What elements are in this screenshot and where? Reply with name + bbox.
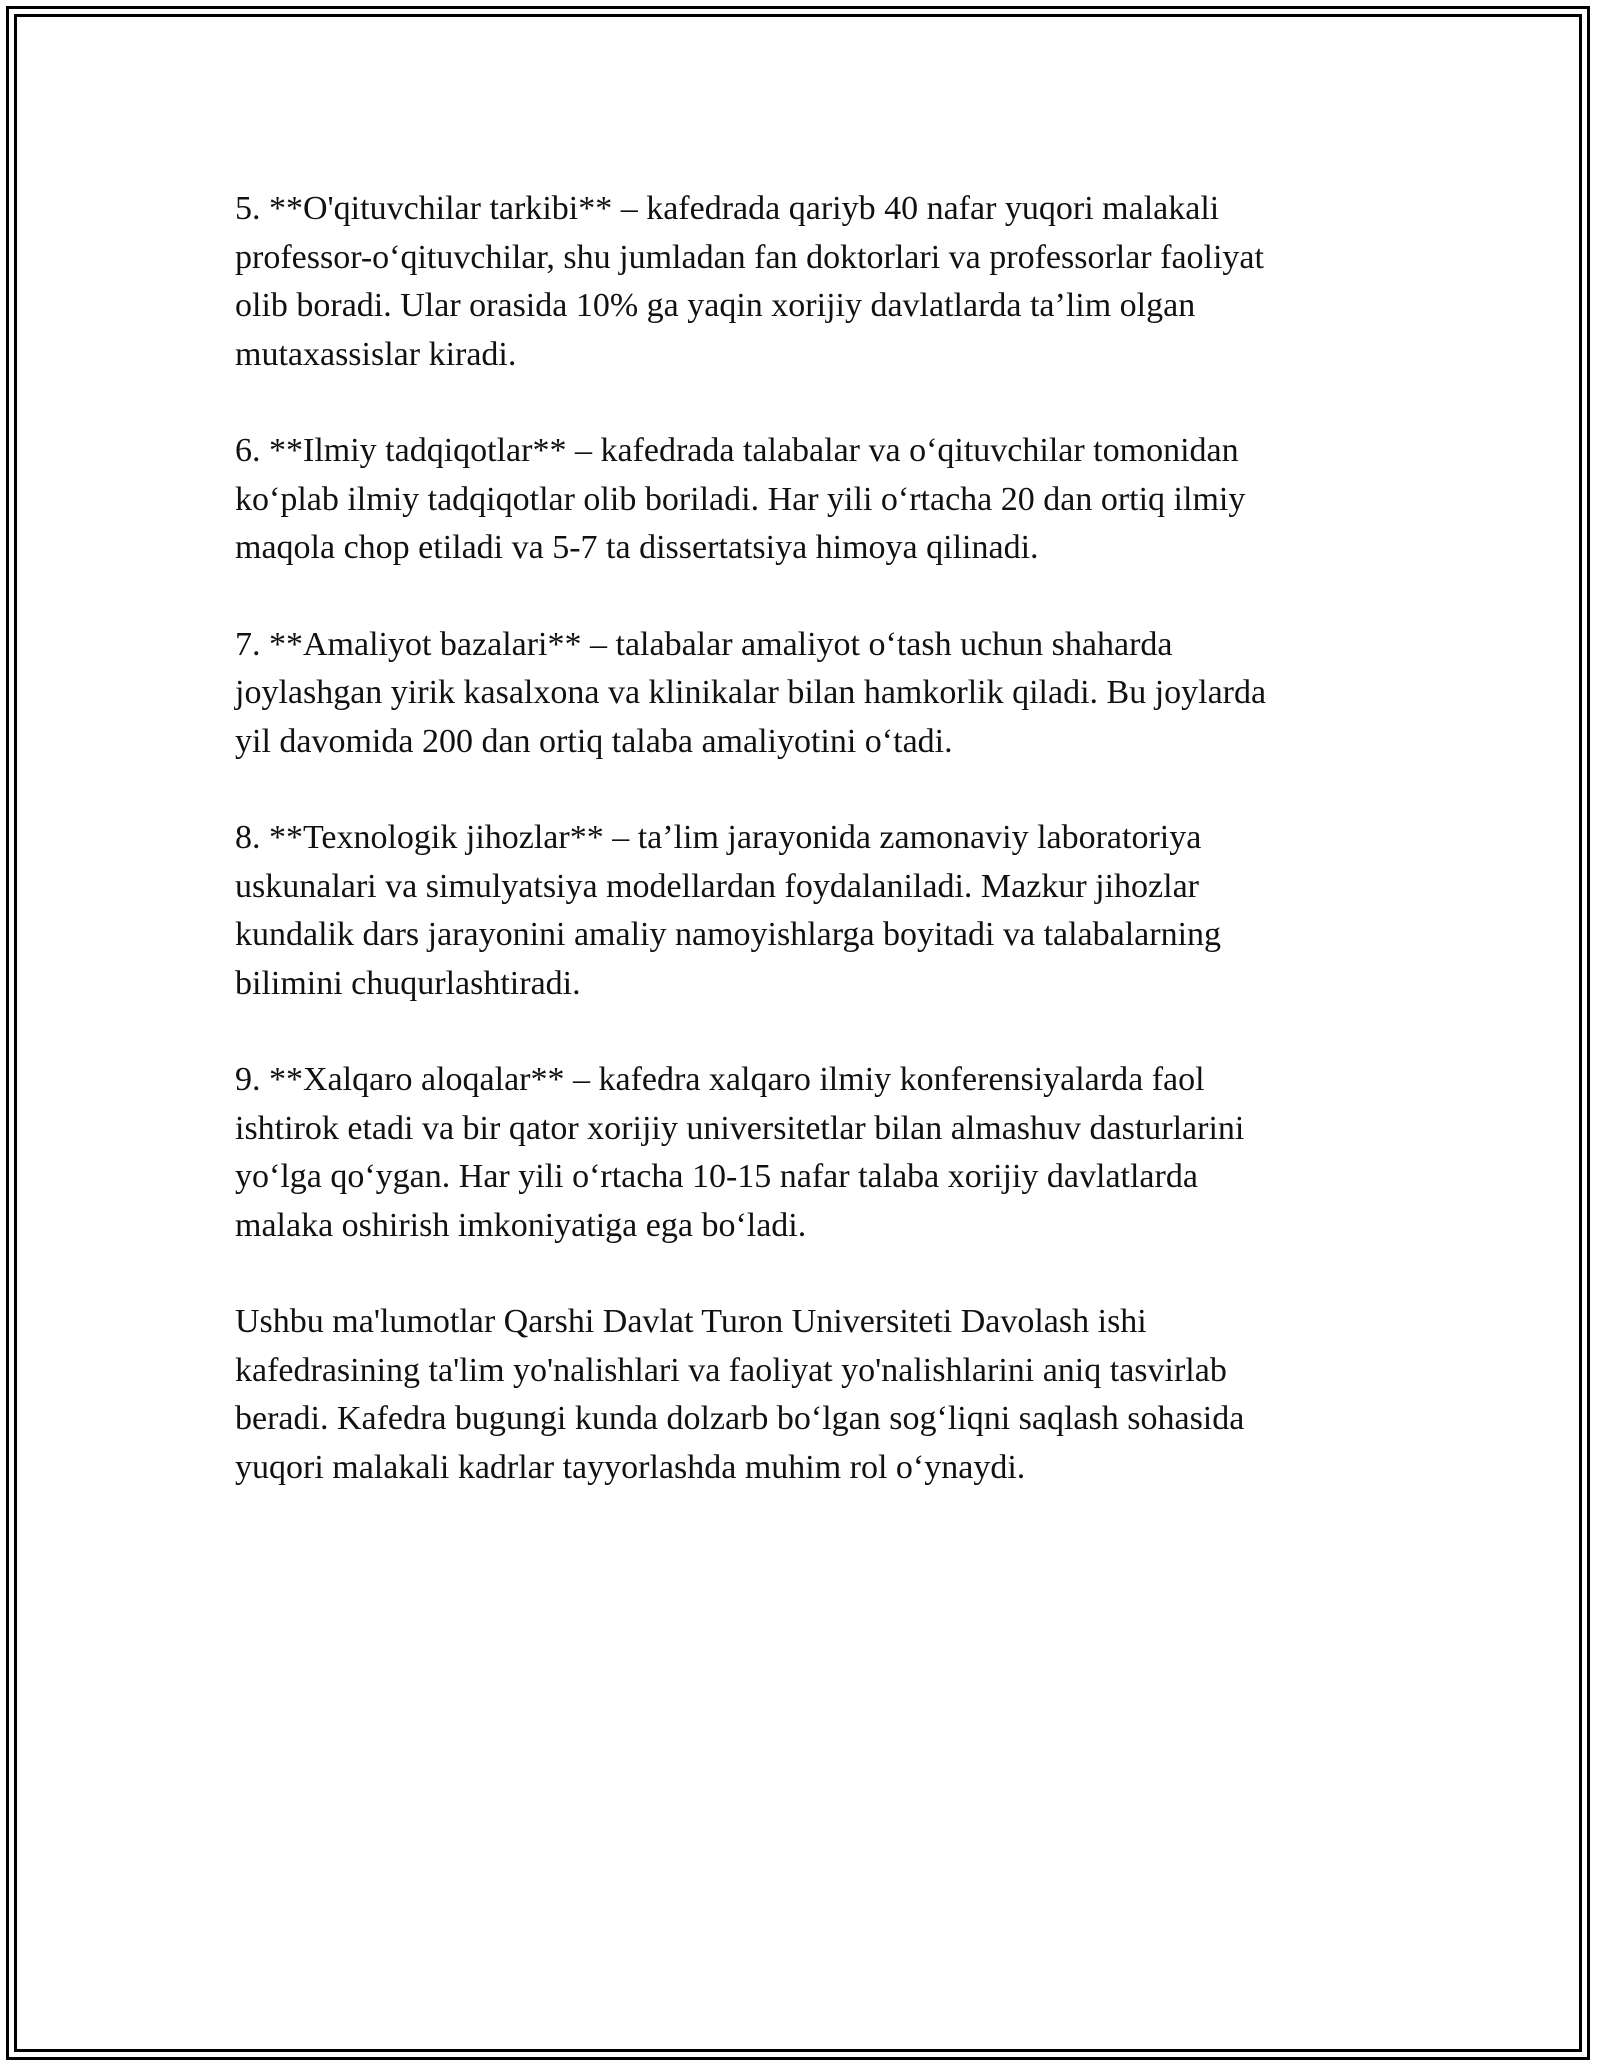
text-line: yil davomida 200 dan ortiq talaba amaliyotini o‘tadi. [235,722,953,760]
text-line: mutaxassislar kiradi. [235,335,517,373]
document-body [235,185,1375,1540]
text-line: kundalik dars jarayonini amaliy namoyishlarga boyitadi va talabalarning [235,916,1222,953]
text-line: 5. **O'qituvchilar tarkibi** – kafedrada qariyb 40 nafar yuqori malakali [235,190,1220,227]
text-line: yuqori malakali kadrlar tayyorlashda muhim rol o‘ynaydi. [235,1448,1026,1486]
text-line: professor-o‘qituvchilar, shu jumladan fan doktorlari va professorlar faoliyat [235,238,1264,276]
text-line: malaka oshirish imkoniyatiga ega bo‘ladi. [235,1206,807,1244]
paragraph-research [235,427,1375,573]
paragraph-equipment [235,814,1375,1008]
paragraph-international [235,1056,1375,1250]
text-line: Ushbu ma'lumotlar Qarshi Davlat Turon Universiteti Davolash ishi [235,1303,1147,1340]
text-line: yo‘lga qo‘ygan. Har yili o‘rtacha 10-15 nafar talaba xorijiy davlatlarda [235,1158,1198,1195]
text-line: bilimini chuqurlashtiradi. [235,964,581,1002]
text-line: 9. **Xalqaro aloqalar** – kafedra xalqaro ilmiy konferensiyalarda faol [235,1061,1205,1098]
text-line: 6. **Ilmiy tadqiqotlar** – kafedrada talabalar va o‘qituvchilar tomonidan [235,432,1239,469]
text-line: joylashgan yirik kasalxona va klinikalar bilan hamkorlik qiladi. Bu joylarda [235,674,1267,711]
text-line: beradi. Kafedra bugungi kunda dolzarb bo‘lgan sog‘liqni saqlash sohasida [235,1400,1245,1437]
text-line: kafedrasining ta'lim yo'nalishlari va faoliyat yo'nalishlarini aniq tasvirlab [235,1351,1227,1389]
text-line: ko‘plab ilmiy tadqiqotlar olib boriladi. Har yili o‘rtacha 20 dan ortiq ilmiy [235,480,1246,518]
text-line: uskunalari va simulyatsiya modellardan foydalaniladi. Mazkur jihozlar [235,867,1199,905]
text-line: ishtirok etadi va bir qator xorijiy universitetlar bilan almashuv dasturlarini [235,1109,1245,1147]
text-line: 8. **Texnologik jihozlar** – ta’lim jarayonida zamonaviy laboratoriya [235,819,1202,856]
paragraph-summary [235,1298,1375,1492]
paragraph-practice-bases [235,621,1375,767]
paragraph-teachers [235,185,1375,379]
text-line: 7. **Amaliyot bazalari** – talabalar amaliyot o‘tash uchun shaharda [235,625,1173,663]
text-line: olib boradi. Ular orasida 10% ga yaqin xorijiy davlatlarda ta’lim olgan [235,287,1196,324]
text-line: maqola chop etiladi va 5-7 ta dissertatsiya himoya qilinadi. [235,529,1039,566]
